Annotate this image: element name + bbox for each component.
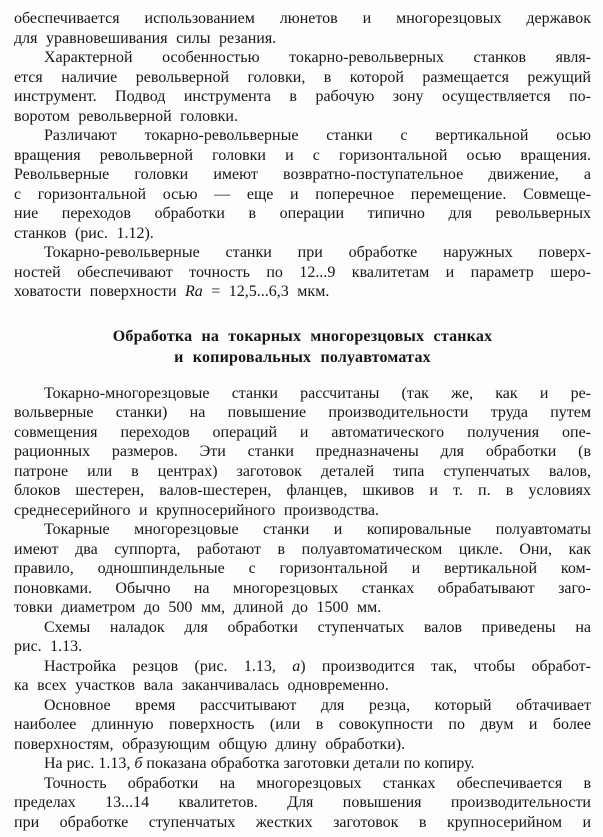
- text-line: ка всех участков вала заканчивалась одновременно.: [14, 677, 389, 694]
- paragraph: [14, 754, 591, 774]
- text-line: среднесерийного и крупносерийного производства.: [14, 501, 379, 519]
- text-line: поновками. Обычно на многорезцовых станках обрабатывают заго-: [14, 579, 591, 597]
- text-line: вольверные станки) на повышение производительности труда путем: [14, 404, 591, 421]
- text-line: вращения револьверной головки и с горизонтальной осью вращения.: [14, 146, 591, 164]
- text-line: правило, одношпиндельные с горизонтальной и вертикальной ком-: [14, 560, 591, 577]
- text-line: инструмент. Подвод инструмента в рабочую зону осуществляется по-: [14, 88, 591, 105]
- paragraph: [14, 618, 591, 657]
- text-line: пределах 13...14 квалитетов. Для повышения производительности: [14, 794, 591, 811]
- text-line: Основное время рассчитывают для резца, который обтачивает: [44, 696, 591, 714]
- paragraph: [14, 520, 591, 618]
- text-line: Точность обработки на многорезцовых станках обеспечивается в: [44, 774, 591, 792]
- section-heading: [14, 326, 591, 368]
- text-line: ется наличие револьверной головки, в которой размещается режущий: [14, 68, 591, 86]
- paragraph: [14, 243, 591, 302]
- text-line: Настройка резцов (рис. 1.13, а) производится так, чтобы обработ-: [44, 657, 591, 675]
- paragraph: [14, 48, 591, 126]
- text-line: совмещения переходов операций и автоматического получения опе-: [14, 423, 591, 441]
- text-line: Различают токарно-револьверные станки с вертикальной осью: [44, 127, 591, 144]
- text-line: для уравновешивания силы резания.: [14, 29, 277, 47]
- text-line: Токарно-многорезцовые станки рассчитаны (так же, как и ре-: [44, 384, 591, 402]
- text-line: Револьверные головки имеют возвратно-поступательное движение, а: [14, 166, 591, 183]
- text-line: воротом револьверной головки.: [14, 107, 238, 125]
- text-line: патроне или в центрах) заготовок деталей типа ступенчатых валов,: [14, 462, 591, 480]
- text-line: наиболее длинную поверхность (или в совокупности по двум и более: [14, 716, 591, 733]
- paragraph: [14, 696, 591, 755]
- text-line: ховатости поверхности Ra = 12,5...6,3 мкм.: [14, 283, 330, 300]
- italic-term: б: [134, 755, 143, 772]
- paragraph: [14, 9, 591, 48]
- text-line: имеют два суппорта, работают в полуавтоматическом цикле. Они, как: [14, 540, 591, 558]
- italic-term: Ra: [185, 283, 203, 300]
- text-line: рационных размеров. Эти станки предназначены для обработки (в: [14, 443, 591, 460]
- page-content: [14, 9, 591, 832]
- text-line: при обработке ступенчатых жестких заготовок в крупносерийном и: [14, 813, 591, 831]
- paragraph: [14, 774, 591, 833]
- paragraph: [14, 126, 591, 243]
- text-line: товки диаметром до 500 мм, длиной до 1500 мм.: [14, 599, 382, 616]
- italic-term: а: [292, 657, 301, 675]
- heading-line: Обработка на токарных многорезцовых станках: [112, 327, 493, 345]
- heading-line: и копировальных полуавтоматах: [174, 348, 431, 366]
- text-line: Токарно-револьверные станки при обработке наружных поверх-: [44, 244, 591, 261]
- text-line: Токарные многорезцовые станки и копировальные полуавтоматы: [44, 521, 591, 538]
- paragraph: [14, 657, 591, 696]
- text-line: станков (рис. 1.12).: [14, 224, 154, 242]
- paragraph: [14, 384, 591, 521]
- text-line: рис. 1.13.: [14, 638, 83, 655]
- text-line: поверхностям, образующим общую длину обработки).: [14, 735, 406, 753]
- text-line: Схемы наладок для обработки ступенчатых валов приведены на: [44, 618, 591, 636]
- text-line: Характерной особенностью токарно-револьверных станков явля-: [44, 49, 591, 66]
- text-line: ностей обеспечивают точность по 12...9 квалитетам и параметр шеро-: [14, 263, 591, 281]
- text-line: обеспечивается использованием люнетов и многорезцовых державок: [14, 10, 591, 27]
- text-line: с горизонтальной осью — еще и поперечное перемещение. Совмеще-: [14, 185, 591, 203]
- text-line: На рис. 1.13, б показана обработка заготовки детали по копиру.: [44, 755, 475, 772]
- text-line: ние переходов обработки в операции типично для револьверных: [14, 205, 591, 222]
- text-line: блоков шестерен, валов-шестерен, фланцев, шкивов и т. п. в условиях: [14, 482, 591, 499]
